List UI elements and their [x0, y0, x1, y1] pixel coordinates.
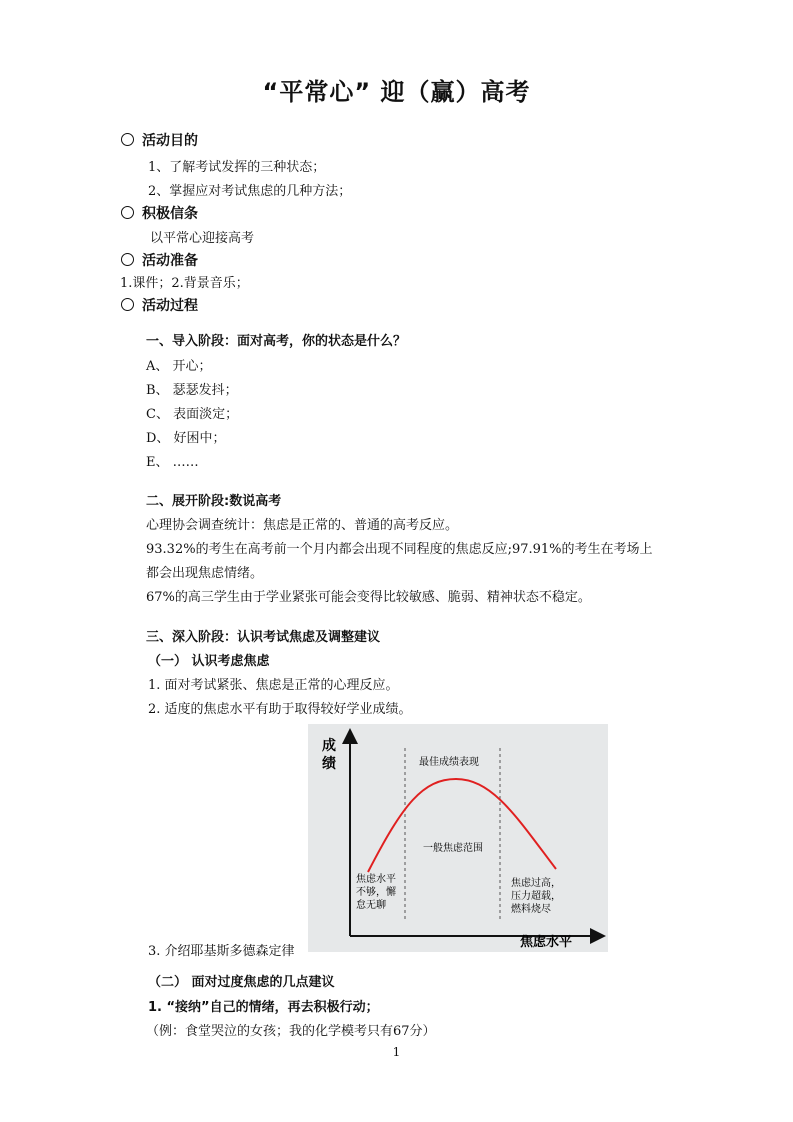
yerkes-dodson-svg	[308, 724, 608, 952]
stage2-line-2: 93.32%的考生在高考前一个月内都会出现不同程度的焦虑反应;97.91%的考生在考场上	[146, 542, 653, 557]
stage3-sub2-example: （例：食堂哭泣的女孩；我的化学模考只有67分）	[146, 1024, 436, 1039]
stage1-option-c: C、 表面淡定；	[146, 407, 239, 422]
stage1-heading: 一、导入阶段：面对高考，你的状态是什么？	[146, 334, 407, 349]
section-process-label: 活动过程	[142, 298, 198, 314]
stage2-heading: 二、展开阶段:数说高考	[146, 494, 282, 509]
page-title: “平常心” 迎（赢）高考	[262, 78, 531, 106]
section-goal-label: 活动目的	[142, 133, 198, 149]
low-anxiety-label-2: 不够，懈	[356, 887, 396, 898]
section-goal-heading	[121, 130, 198, 150]
page-number: 1	[392, 1045, 401, 1059]
stage3-sub1-item-1: 1. 面对考试紧张、焦虑是正常的心理反应。	[148, 678, 399, 693]
goal-item-1: 1、了解考试发挥的三种状态；	[148, 160, 326, 175]
circle-bullet-icon	[121, 298, 134, 311]
stage3-sub2-item-1: 1. “接纳”自己的情绪，再去积极行动；	[148, 1000, 379, 1015]
low-anxiety-label-3: 怠无聊	[356, 900, 386, 911]
y-axis-label-line1: 成	[322, 738, 336, 754]
y-axis-label-line2: 绩	[322, 756, 336, 772]
goal-item-2: 2、掌握应对考试焦虑的几种方法；	[148, 184, 352, 199]
circle-bullet-icon	[121, 253, 134, 266]
prep-text: 1.课件；2.背景音乐；	[120, 276, 249, 291]
stage1-option-e: E、 ……	[146, 455, 199, 470]
yerkes-dodson-figure	[308, 724, 608, 952]
section-prep-heading	[121, 250, 198, 270]
best-performance-label: 最佳成绩表现	[419, 757, 479, 768]
belief-text: 以平常心迎接高考	[150, 231, 255, 246]
stage1-option-a: A、 开心；	[146, 359, 212, 374]
x-axis-label: 焦虑水平	[520, 935, 573, 950]
circle-bullet-icon	[121, 133, 134, 146]
stage3-sub2-heading: （二） 面对过度焦虑的几点建议	[148, 975, 335, 990]
section-prep-label: 活动准备	[142, 253, 198, 269]
circle-bullet-icon	[121, 206, 134, 219]
low-anxiety-label-1: 焦虑水平	[356, 874, 396, 885]
stage3-sub1-item-2: 2. 适度的焦虑水平有助于取得较好学业成绩。	[148, 702, 412, 717]
stage3-heading: 三、深入阶段：认识考试焦虑及调整建议	[146, 630, 381, 645]
stage1-option-d: D、 好困中；	[146, 431, 226, 446]
stage2-line-1: 心理协会调查统计：焦虑是正常的、普通的高考反应。	[146, 518, 459, 533]
performance-curve	[368, 779, 556, 872]
section-belief-label: 积极信条	[142, 206, 198, 222]
stage3-sub1-item-3: 3. 介绍耶基斯多德森定律	[148, 944, 295, 959]
stage3-sub1-heading: （一） 认识考虑焦虑	[148, 654, 270, 669]
stage1-option-b: B、 瑟瑟发抖；	[146, 383, 238, 398]
high-anxiety-label-1: 焦虑过高，	[511, 878, 561, 889]
stage2-line-4: 67%的高三学生由于学业紧张可能会变得比较敏感、脆弱、精神状态不稳定。	[146, 590, 591, 605]
high-anxiety-label-3: 燃料烧尽	[511, 904, 551, 915]
high-anxiety-label-2: 压力超载，	[511, 891, 561, 902]
stage2-line-3: 都会出现焦虑情绪。	[146, 566, 264, 581]
section-belief-heading	[121, 203, 198, 223]
general-anxiety-label: 一般焦虑范围	[423, 843, 483, 854]
section-process-heading	[121, 295, 198, 315]
